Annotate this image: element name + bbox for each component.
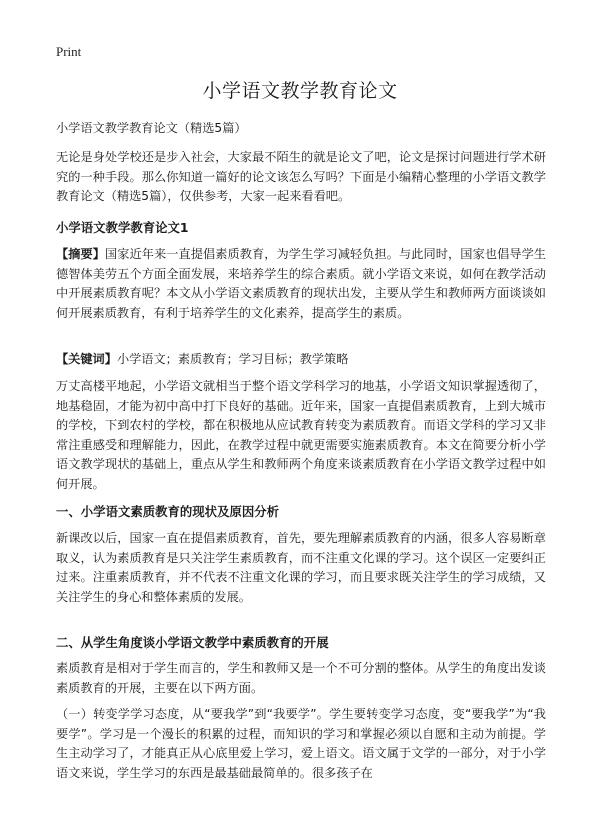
intro-paragraph: 无论是身处学校还是步入社会，大家最不陌生的就是论文了吧，论文是探讨问题进行学术研究的一种手段。那么你知道一篇好的论文该怎么写吗？下面是小编精心整理的小学语文教学教育论文（精选5篇），仅供参考，大家一起来看看吧。 (56, 150, 546, 204)
body-paragraph: 新课改以后，国家一直在提倡素质教育，首先，要先理解素质教育的内涵，很多人容易断章取义，认为素质教育是只关注学生素质教育，而不注重文化课的学习。这个误区一定要纠正过来。注重素质教育，并不代表不注重文化课的学习，而且要求既关注学生的学习成绩，又关注学生的身心和整体素质的发展。 (56, 531, 546, 604)
keywords-paragraph (56, 350, 546, 370)
essay-heading: 小学语文教学教育论文1 (56, 220, 189, 235)
section-heading: 一、小学语文素质教育的现状及原因分析 (56, 504, 280, 519)
body-paragraph: 万丈高楼平地起，小学语文就相当于整个语文学科学习的地基，小学语文知识掌握透彻了，地基稳固，才能为初中高中打下良好的基础。近年来，国家一直提倡素质教育，上到大城市的学校，下到农村的学校，都在积极地从应试教育转变为素质教育。而语文学科的学习又非常注重感受和理解能力，因此，在教学过程中就更需要实施素质教育。本文在简要分析小学语文教学现状的基础上，重点从学生和教师两个角度来谈素质教育在小学语文教学过程中如何开展。 (56, 379, 546, 491)
body-paragraph: 素质教育是相对于学生而言的，学生和教师又是一个不可分割的整体。从学生的角度出发谈素质教育的开展，主要在以下两方面。 (56, 661, 546, 695)
print-link[interactable]: Print (56, 44, 82, 59)
abstract-paragraph (56, 245, 546, 323)
keywords-text: 小学语文；素质教育；学习目标；教学策略 (116, 352, 349, 366)
keywords-label: 【关键词】 (56, 352, 117, 366)
abstract-label: 【摘要】 (56, 247, 106, 261)
section-heading: 二、从学生角度谈小学语文教学中素质教育的开展 (56, 635, 329, 650)
subtitle: 小学语文教学教育论文（精选5篇） (56, 121, 247, 135)
page-title: 小学语文教学教育论文 (202, 80, 398, 102)
abstract-text: 国家近年来一直提倡素质教育，为学生学习减轻负担。与此同时，国家也倡导学生德智体美劳五个方面全面发展，来培养学生的综合素质。就小学语文来说，如何在教学活动中开展素质教育呢？本文从小学语文素质教育的现状出发，主要从学生和教师两方面谈谈如何开展素质教育，有利于培养学生的文化素养，提高学生的素质。 (56, 247, 547, 320)
body-paragraph: （一）转变学学习态度，从“要我学”到“我要学”。学生要转变学习态度，变“要我学”为“我要学”。学习是一个漫长的积累的过程，而知识的学习和掌握必须以自愿和主动为前提。学生主动学习了，才能真正从心底里爱上学习，爱上语文。语文属于文学的一部分，对于小学语文来说，学生学习的东西是最基础最简单的。很多孩子在 (56, 707, 546, 780)
